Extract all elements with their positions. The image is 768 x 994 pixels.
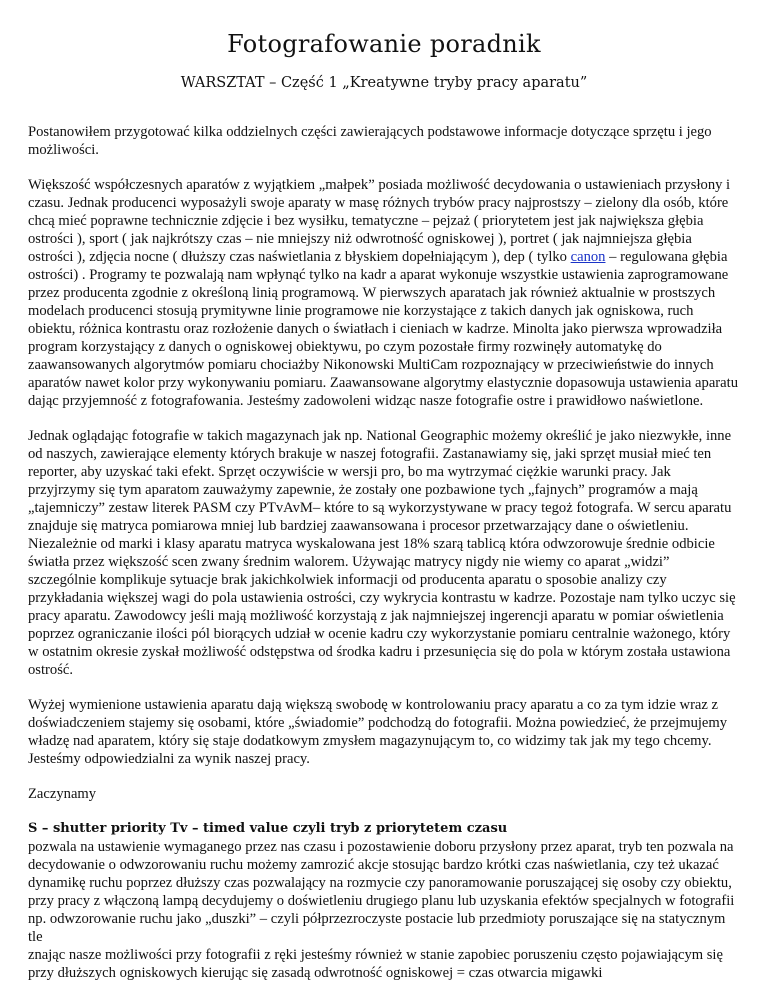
paragraph-start: Zaczynamy bbox=[28, 786, 97, 803]
document-subtitle: WARSZTAT – Część 1 „Kreatywne tryby pracy aparatu” bbox=[180, 74, 588, 91]
section-text-shutter-priority-2: znając nasze możliwości przy fotografii z ręki jesteśmy również w stanie zapobiec poruszeniu często pojawiającym się przy dłuższych ogniskowych kierując się zasadą odwrotność ogniskowej = czas otwarcia migawki bbox=[28, 947, 723, 982]
paragraph-settings: Wyżej wymienione ustawienia aparatu dają większą swobodę w kontrolowaniu pracy aparatu a co za tym idzie wraz z doświadczeniem stajemy się osobami, które „świadomie” podchodzą do fotografii. Można powiedzieć, że przejmujemy władzę nad aparatem, który się staje dodatkowym zmysłem magazynującym to, co widzimy tak jak my tego chcemy. Jesteśmy odpowiedzialni za wynik naszej pracy. bbox=[28, 697, 728, 768]
paragraph-modes-text-end: – regulowana głębia ostrości) . Programy te pozwalają nam wpłynąć tylko na kadr a aparat wykonuje wszystkie ustawienia zaprogramowane przez producenta zgodnie z określoną linią programową. W pierwszych aparatach jak również aktualnie w prostszych modelach producenci stosują prymitywne linie programowe nie korzystające z takich danych jak ogniskowa, ruch obiektu, różnica kontrastu oraz rozłożenie danych o światłach i cieniach w kadrze. Minolta jako pierwsza wprowadziła program korzystający z danych o ogniskowej obiektywu, po czym pozostałe firmy rozwinęły automatykę do zaawansowanych algorytmów pomiaru chociażby Nikonowski MultiCam rozpoznający w przeciwieństwie do innych aparatów nawet kolor przy wykonywaniu pomiaru. Zaawansowane algorytmy elastycznie dopasowuja ustawienia aparatu dając przyjemność z fotografowania. Jesteśmy zadowoleni widząc nasze fotografie ostre i prawidłowo naświetlone. bbox=[28, 249, 738, 410]
paragraph-magazines: Jednak oglądając fotografie w takich magazynach jak np. National Geographic możemy określić je jako niezwykłe, inne od naszych, zawierające elementy których brakuje w naszej fotografii. Zastanawiamy się, jaki sprzęt musiał mieć ten reporter, aby uzyskać taki efekt. Sprzęt oczywiście w wersji pro, bo ma wytrzymać ciężkie warunki pracy. Jak przyjrzymy się tym aparatom zauważymy zapewnie, że zostały one pozbawione tych „fajnych” programów a mają „tajemniczy” zestaw literek PASM czy PTvAvM– które to są wykorzystywane w pracy tegoż fotografa. W sercu aparatu znajduje się matryca pomiarowa mniej lub bardziej zaawansowana i procesor przetwarzający dane o oświetleniu. Niezależnie od marki i klasy aparatu matryca wyskalowana jest 18% szarą tablicą która odwzorowuje średnie odbicie światła przez większość scen zwany średnim walorem. Używając matrycy nigdy nie wiemy co aparat „widzi” szczególnie komplikuje sytuacje brak jakichkolwiek informacji od producenta aparatu o sposobie analizy czy przykładania większej wagi do pola ustawienia ostrości, czy wykrycia kontrastu w kadrze. Pozostaje nam tylko uczyc się pracy aparatu. Zawodowcy jeśli mają możliwość korzystają z jak najmniejszej ingerencji aparatu w pomiar oświetlenia poprzez ograniczanie ilości pól biorących udział w ocenie kadru czy wykorzystanie pomiaru centralnie ważonego, który w ostatnim okresie zyskał możliwość odstępstwa od środka kadru i przesunięcia się do pola w którym została ustawiona ostrość. bbox=[28, 428, 736, 679]
document-title: Fotografowanie poradnik bbox=[227, 30, 541, 58]
canon-link[interactable]: canon bbox=[570, 249, 606, 266]
paragraph-intro: Postanowiłem przygotować kilka oddzielnych części zawierających podstawowe informacje dotyczące sprzętu i jego możliwości. bbox=[28, 124, 712, 159]
paragraph-modes bbox=[28, 176, 740, 410]
section-text-shutter-priority: pozwala na ustawienie wymaganego przez nas czasu i pozostawienie doboru przysłony przez aparat, tryb ten pozwala na decydowanie o odwzorowaniu ruchu możemy zamrozić akcje stosując bardzo krótki czas naświetlania, czy też ukazać dynamikę ruchu poprzez dłuższy czas pozwalający na rozmycie czy panoramowanie poruszającej się osoby czy obiektu, przy pracy z włączoną lampą decydujemy o doświetleniu drugiego planu lub uzyskania efektów specjalnych w fotografii np. odwzorowanie ruchu jako „duszki” – czyli półprzezroczyste postacie lub przedmioty poruszające się na statycznym tle bbox=[28, 839, 735, 946]
section-heading-shutter-priority: S – shutter priority Tv – timed value czyli tryb z priorytetem czasu bbox=[28, 821, 508, 837]
paragraph-modes-text-start: Większość współczesnych aparatów z wyjątkiem „małpek” posiada możliwość decydowania o ustawieniach przysłony i czasu. Jednak producenci wyposażyli swoje aparaty w masę różnych trybów pracy najprostszy – zielony dla osób, które chcą mieć poprawne technicznie zdjęcie i bez wysiłku, tematyczne – pejzaż ( priorytetem jest jak największa głębia ostrości ), sport ( jak najkrótszy czas – nie mniejszy niż odwrotność ogniskowej ), portret ( jak najmniejsza głębia ostrości ), zdjęcia nocne ( dłuższy czas naświetlania z błyskiem dopełniającym ), dep ( tylko bbox=[28, 177, 731, 266]
